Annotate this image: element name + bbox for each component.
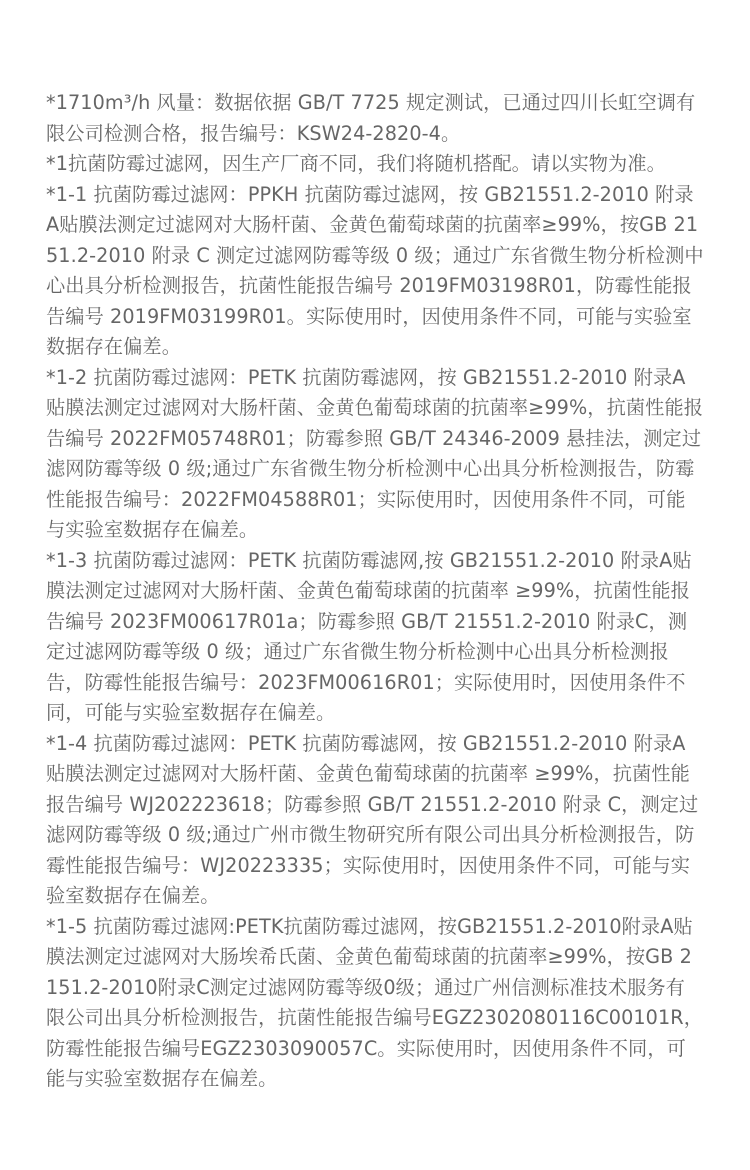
note-filter-1-1: *1-1 抗菌防霉过滤网：PPKH 抗菌防霉过滤网，按 GB21551.2-2010 附录A贴膜法测定过滤网对大肠杆菌、金黄色葡萄球菌的抗菌率≥99%，按GB 2151.2-2010 附录 C 测定过滤网防霉等级 0 级；通过广东省微生物分析检测中心出具分析检测报告，抗菌性能报告编号 2019FM03198R01，防霉性能报告编号 2019FM03199R01。实际使用时，因使用条件不同，可能与实验室数据存在偏差。 xyxy=(46,182,704,358)
note-filter-general: *1抗菌防霉过滤网，因生产厂商不同，我们将随机搭配。请以实物为准。 xyxy=(46,152,666,175)
note-filter-1-3: *1-3 抗菌防霉过滤网：PETK 抗菌防霉滤网,按 GB21551.2-2010 附录A贴膜法测定过滤网对大肠杆菌、金黄色葡萄球菌的抗菌率 ≥99%，抗菌性能报告编号 2023FM00617R01a；防霉参照 GB/T 21551.2-2010 附录C，测定过滤网防霉等级 0 级；通过广东省微生物分析检测中心出具分析检测报告，防霉性能报告编号：2023FM00616R01；实际使用时，因使用条件不同，可能与实验室数据存在偏差。 xyxy=(46,548,692,724)
note-filter-1-2: *1-2 抗菌防霉过滤网：PETK 抗菌防霉滤网，按 GB21551.2-2010 附录A贴膜法测定过滤网对大肠杆菌、金黄色葡萄球菌的抗菌率≥99%，抗菌性能报告编号 2022FM05748R01；防霉参照 GB/T 24346-2009 悬挂法，测定过滤网防霉等级 0 级;通过广东省微生物分析检测中心出具分析检测报告，防霉性能报告编号：2022FM04588R01；实际使用时，因使用条件不同，可能与实验室数据存在偏差。 xyxy=(46,365,704,541)
note-filter-1-4: *1-4 抗菌防霉过滤网：PETK 抗菌防霉滤网，按 GB21551.2-2010 附录A贴膜法测定过滤网对大肠杆菌、金黄色葡萄球菌的抗菌率 ≥99%，抗菌性能报告编号 WJ202223618；防霉参照 GB/T 21551.2-2010 附录 C，测定过滤网防霉等级 0 级;通过广州市微生物研究所有限公司出具分析检测报告，防霉性能报告编号：WJ20223335；实际使用时，因使用条件不同，可能与实验室数据存在偏差。 xyxy=(46,731,699,907)
note-airflow: *1710m³/h 风量：数据依据 GB/T 7725 规定测试，已通过四川长虹空调有限公司检测合格，报告编号：KSW24-2820-4。 xyxy=(46,91,696,145)
note-filter-1-5: *1-5 抗菌防霉过滤网:PETK抗菌防霉过滤网，按GB21551.2-2010附录A贴膜法测定过滤网对大肠埃希氏菌、金黄色葡萄球菌的抗菌率≥99%，按GB 2151.2-2010附录C测定过滤网防霉等级0级；通过广州信测标准技术服务有限公司出具分析检测报告，抗菌性能报告编号EGZ2302080116C00101R，防霉性能报告编号EGZ2303090057C。实际使用时，因使用条件不同，可能与实验室数据存在偏差。 xyxy=(46,914,704,1090)
